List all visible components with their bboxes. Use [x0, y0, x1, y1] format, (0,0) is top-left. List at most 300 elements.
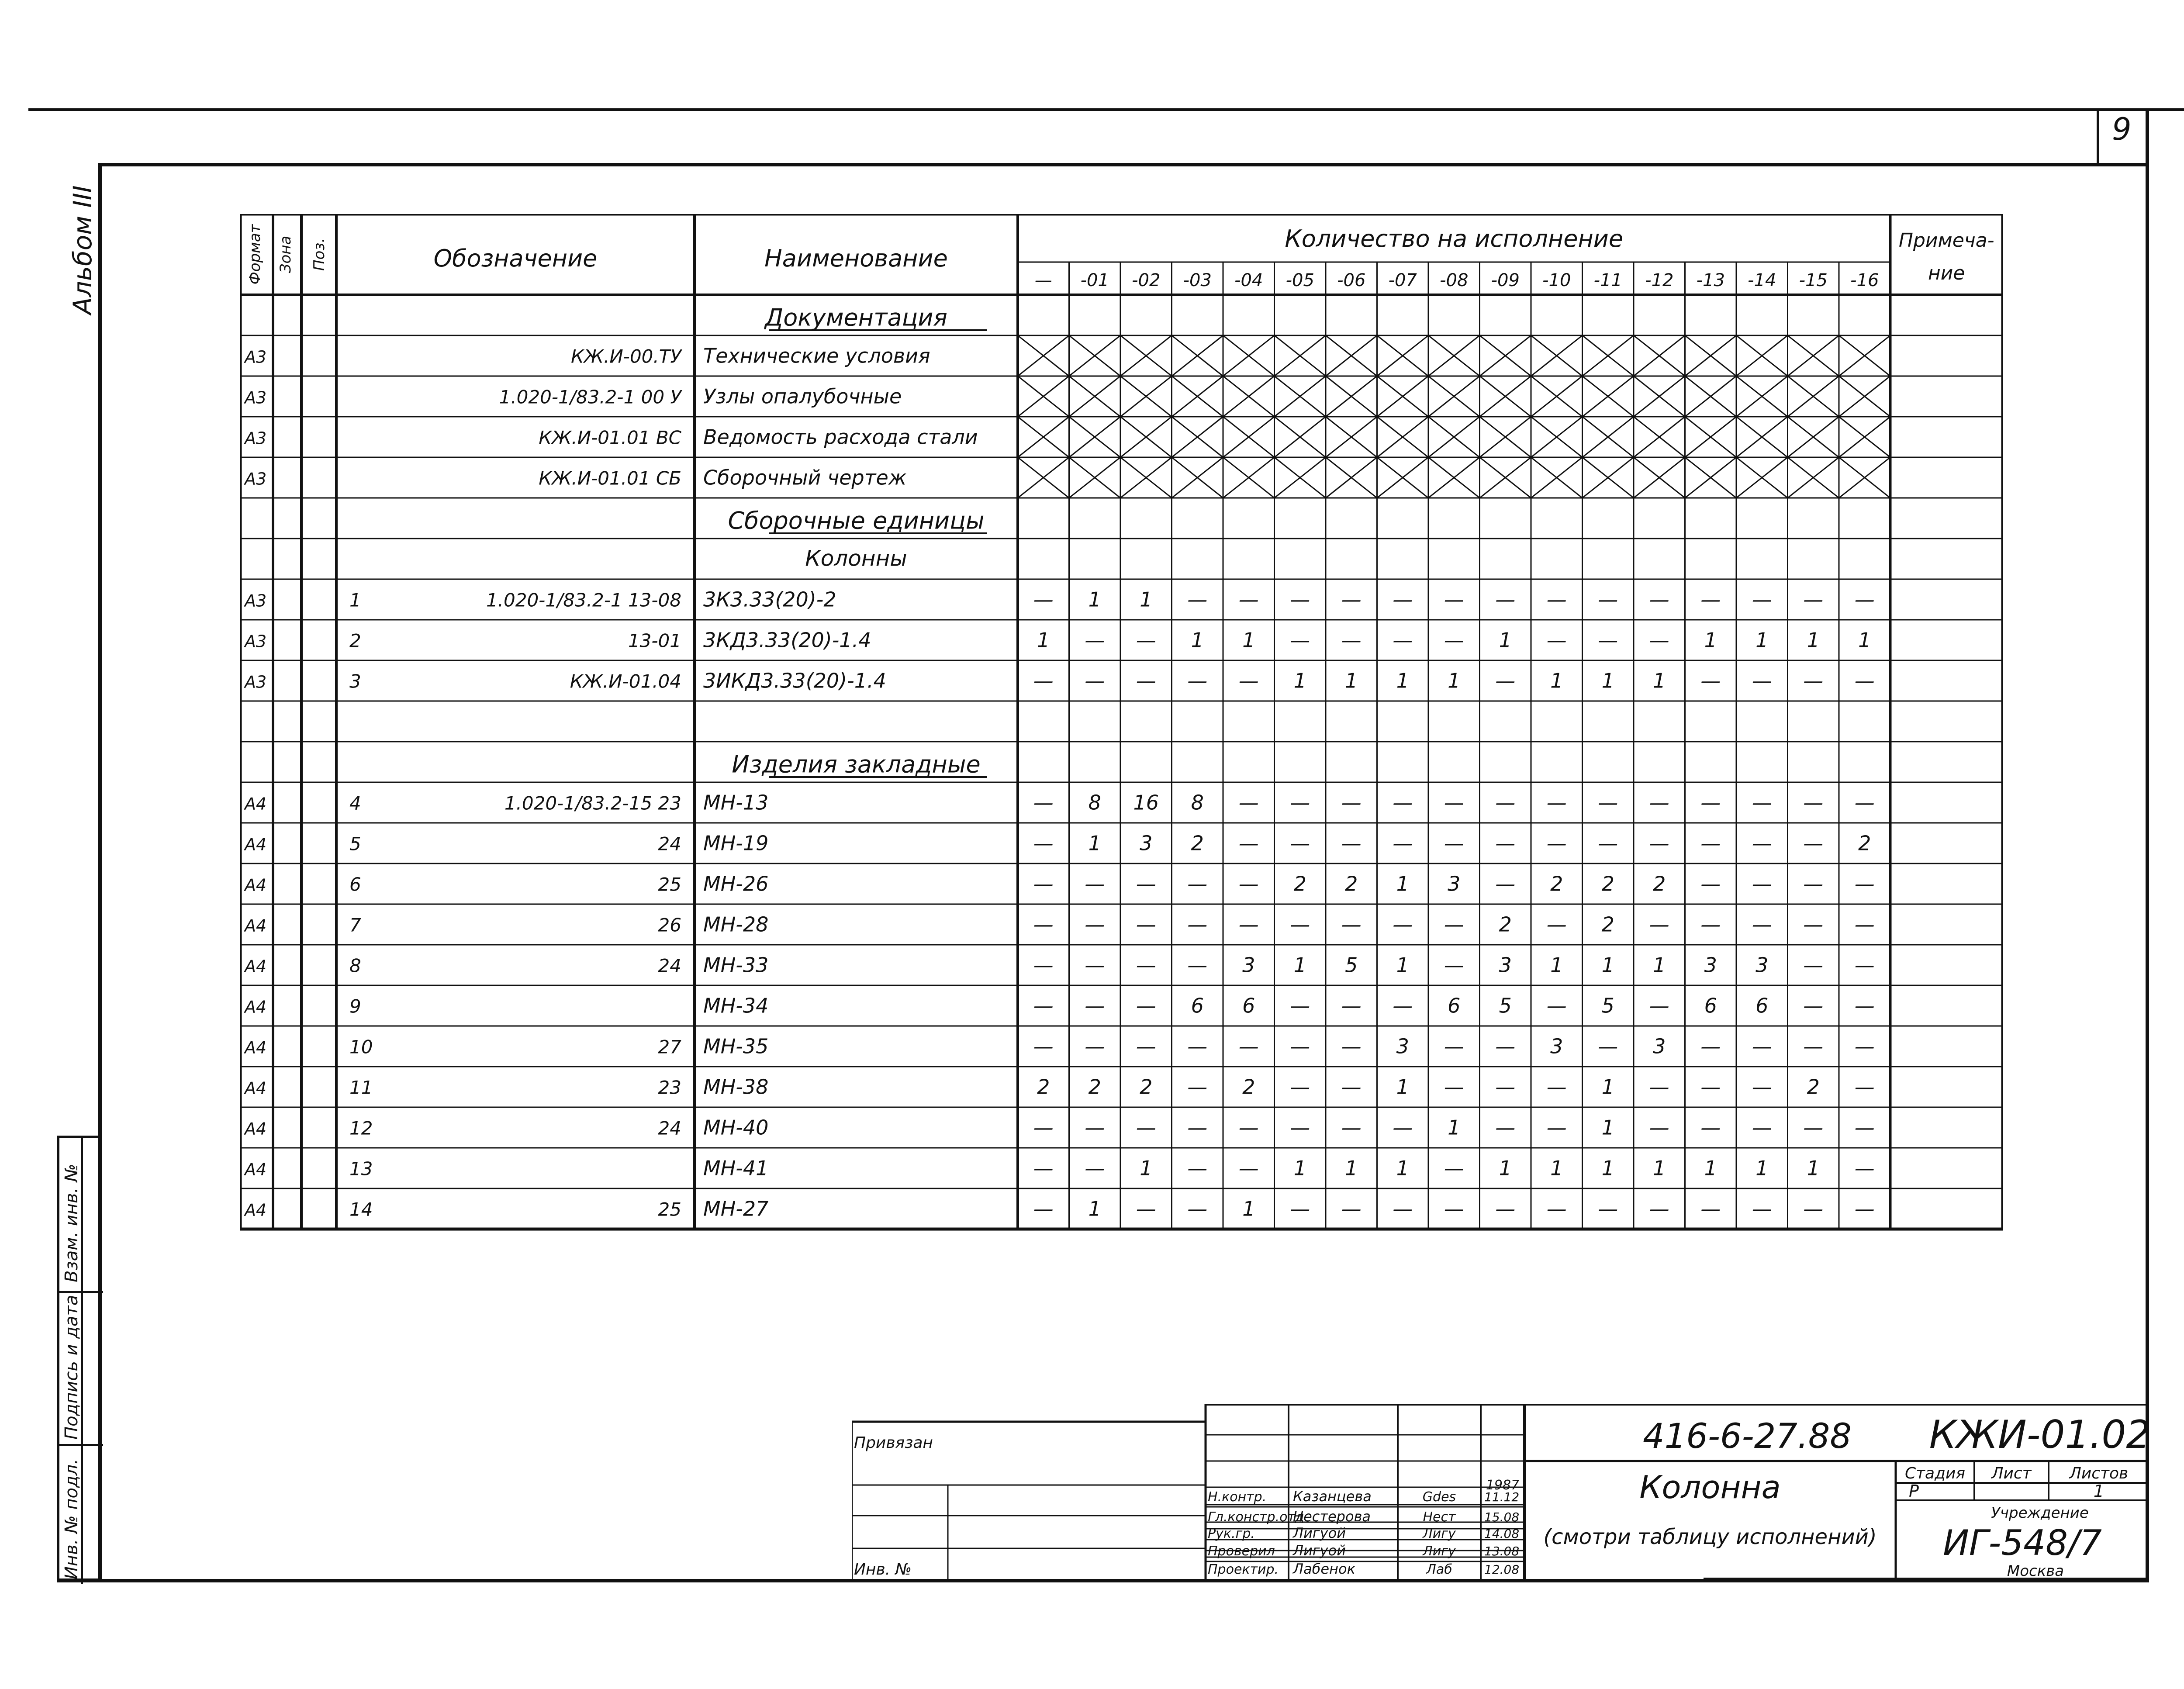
qty-cell: 1: [1396, 1075, 1409, 1099]
qty-cell: 2: [1037, 1075, 1050, 1099]
qty-cell: —: [1085, 1034, 1105, 1058]
qty-cell: —: [1187, 1197, 1208, 1221]
header-variant: -03: [1183, 270, 1212, 290]
tb-date: 11.12: [1484, 1490, 1520, 1504]
qty-cell: 1: [1653, 669, 1666, 693]
qty-cell: —: [1341, 831, 1362, 855]
qty-cell: —: [1803, 669, 1824, 693]
row-format: А4: [245, 1160, 267, 1179]
row-name: МН-33: [703, 953, 769, 977]
qty-cell: 2: [1858, 831, 1871, 855]
row-name: Сборочный чертеж: [703, 466, 907, 490]
qty-cell: 1: [1396, 872, 1409, 896]
qty-cell: —: [1752, 1075, 1772, 1099]
qty-cell: —: [1290, 1075, 1310, 1099]
qty-cell: —: [1187, 912, 1208, 936]
title-block-grid: [852, 1404, 2149, 1581]
qty-cell: —: [1444, 1197, 1464, 1221]
header-variant: -08: [1440, 270, 1469, 290]
qty-cell: 2: [1601, 912, 1614, 936]
tb-date: 13.08: [1484, 1544, 1520, 1558]
row-name: 3КД3.33(20)-1.4: [703, 628, 871, 652]
qty-cell: —: [1854, 912, 1875, 936]
tb-signature: Нест: [1423, 1509, 1456, 1525]
spec-table: [240, 214, 2003, 1271]
qty-cell: 1: [1140, 587, 1153, 611]
qty-cell: 1: [1088, 587, 1101, 611]
qty-cell: 2: [1293, 872, 1306, 896]
tb-institution: ИГ-548/7: [1943, 1523, 2102, 1563]
qty-cell: 1: [1293, 953, 1306, 977]
qty-cell: 1: [1499, 1156, 1512, 1180]
qty-cell: —: [1444, 953, 1464, 977]
qty-cell: —: [1290, 912, 1310, 936]
row-pos: 10: [349, 1036, 373, 1058]
qty-cell: —: [1238, 831, 1259, 855]
row-pos: 3: [349, 670, 361, 692]
row-name: МН-27: [703, 1197, 769, 1221]
tb-signature: Лигу: [1423, 1544, 1456, 1559]
row-designation: 25: [658, 1199, 681, 1220]
qty-cell: 1: [1088, 831, 1101, 855]
tb-date: 14.08: [1484, 1527, 1520, 1541]
qty-cell: —: [1854, 587, 1875, 611]
qty-cell: 6: [1448, 994, 1461, 1018]
qty-cell: —: [1187, 587, 1208, 611]
qty-cell: 3: [1140, 831, 1153, 855]
qty-cell: 1: [1396, 1156, 1409, 1180]
qty-cell: 5: [1601, 994, 1614, 1018]
qty-cell: 5: [1345, 953, 1358, 977]
qty-cell: 1: [1601, 1075, 1614, 1099]
qty-cell: —: [1752, 831, 1772, 855]
row-format: А4: [245, 835, 267, 854]
row-designation: КЖ.И-01.01 ВС: [539, 427, 681, 449]
qty-cell: —: [1803, 953, 1824, 977]
row-name: МН-38: [703, 1075, 769, 1099]
qty-cell: —: [1700, 1034, 1721, 1058]
tb-doc-code: КЖИ-01.02: [1929, 1412, 2149, 1457]
row-format: А3: [245, 388, 267, 408]
qty-cell: 1: [1140, 1156, 1153, 1180]
qty-cell: —: [1546, 1116, 1567, 1140]
qty-cell: —: [1238, 791, 1259, 815]
qty-cell: —: [1085, 912, 1105, 936]
qty-cell: —: [1700, 1197, 1721, 1221]
qty-cell: —: [1290, 1034, 1310, 1058]
row-name: МН-35: [703, 1034, 769, 1058]
qty-cell: 1: [1653, 953, 1666, 977]
tb-role: Н.контр.: [1208, 1489, 1267, 1505]
row-designation: КЖ.И-01.04: [570, 670, 681, 692]
qty-cell: —: [1290, 587, 1310, 611]
qty-cell: 3: [1242, 953, 1255, 977]
qty-cell: —: [1649, 1075, 1669, 1099]
qty-cell: 2: [1140, 1075, 1153, 1099]
row-format: А4: [245, 794, 267, 814]
qty-cell: —: [1136, 1034, 1156, 1058]
sheet-number: 9: [2112, 111, 2132, 147]
row-name: МН-28: [703, 912, 769, 936]
header-variant: —: [1034, 270, 1052, 290]
qty-cell: 1: [1704, 628, 1717, 652]
qty-cell: —: [1803, 872, 1824, 896]
row-pos: 13: [349, 1158, 373, 1180]
qty-cell: —: [1649, 628, 1669, 652]
row-name: МН-19: [703, 831, 769, 855]
qty-cell: —: [1598, 831, 1618, 855]
qty-cell: 3: [1550, 1034, 1563, 1058]
tb-role: Проектир.: [1208, 1562, 1279, 1577]
tb-sheet-label: Лист: [1991, 1464, 2032, 1482]
qty-cell: —: [1854, 1156, 1875, 1180]
row-pos: 14: [349, 1199, 373, 1220]
header-format: Формат: [246, 224, 264, 285]
row-format: А3: [245, 428, 267, 448]
qty-cell: —: [1854, 1075, 1875, 1099]
qty-cell: —: [1495, 791, 1516, 815]
qty-cell: —: [1393, 912, 1413, 936]
spec-table-grid: [240, 214, 2003, 1233]
qty-cell: —: [1033, 1116, 1054, 1140]
qty-cell: —: [1033, 587, 1054, 611]
row-format: А4: [245, 875, 267, 895]
header-variant: -04: [1234, 270, 1263, 290]
qty-cell: —: [1187, 1075, 1208, 1099]
row-format: А4: [245, 997, 267, 1017]
header-qty-title: Количество на исполнение: [1285, 225, 1624, 252]
qty-cell: —: [1290, 1197, 1310, 1221]
qty-cell: —: [1854, 872, 1875, 896]
tb-person: Нестерова: [1293, 1508, 1371, 1525]
qty-cell: —: [1649, 1197, 1669, 1221]
qty-cell: 1: [1550, 953, 1563, 977]
qty-cell: —: [1752, 1197, 1772, 1221]
row-pos: 7: [349, 914, 361, 936]
qty-cell: —: [1341, 912, 1362, 936]
qty-cell: —: [1033, 1034, 1054, 1058]
header-variant: -07: [1388, 270, 1417, 290]
qty-cell: —: [1033, 669, 1054, 693]
frame-right: [2146, 108, 2149, 1582]
sign-date-label: Подпись и дата: [62, 1295, 82, 1440]
qty-cell: —: [1033, 831, 1054, 855]
qty-cell: 1: [1345, 1156, 1358, 1180]
sheet-number-box-left: [2097, 108, 2099, 163]
qty-cell: —: [1803, 1197, 1824, 1221]
row-name: Ведомость расхода стали: [703, 425, 978, 449]
qty-cell: 8: [1191, 791, 1204, 815]
qty-cell: 2: [1088, 1075, 1101, 1099]
row-format: А4: [245, 1038, 267, 1057]
qty-cell: —: [1444, 1075, 1464, 1099]
header-variant: -15: [1799, 270, 1828, 290]
qty-cell: —: [1649, 912, 1669, 936]
qty-cell: —: [1341, 994, 1362, 1018]
qty-cell: —: [1700, 1116, 1721, 1140]
qty-cell: —: [1854, 953, 1875, 977]
header-variant: -10: [1542, 270, 1571, 290]
row-pos: 1: [349, 589, 361, 611]
qty-cell: —: [1752, 587, 1772, 611]
qty-cell: —: [1649, 831, 1669, 855]
qty-cell: —: [1085, 994, 1105, 1018]
qty-cell: —: [1341, 791, 1362, 815]
qty-cell: 5: [1499, 994, 1512, 1018]
qty-cell: —: [1033, 1156, 1054, 1180]
qty-cell: —: [1700, 669, 1721, 693]
qty-cell: —: [1444, 587, 1464, 611]
qty-cell: —: [1546, 587, 1567, 611]
qty-cell: —: [1238, 669, 1259, 693]
qty-cell: —: [1598, 1197, 1618, 1221]
qty-cell: —: [1803, 994, 1824, 1018]
row-format: А4: [245, 957, 267, 976]
qty-cell: —: [1290, 831, 1310, 855]
qty-cell: 1: [1396, 953, 1409, 977]
album-label: Альбом III: [68, 185, 97, 314]
qty-cell: —: [1444, 791, 1464, 815]
row-designation: 25: [658, 874, 681, 895]
qty-cell: 6: [1242, 994, 1255, 1018]
row-format: А3: [245, 672, 267, 692]
header-name: Наименование: [764, 245, 948, 272]
inv-orig-label: Инв. № подл.: [62, 1459, 82, 1579]
qty-cell: —: [1700, 912, 1721, 936]
qty-cell: —: [1854, 1197, 1875, 1221]
qty-cell: 1: [1448, 1116, 1461, 1140]
tb-person: Лабенок: [1293, 1561, 1355, 1577]
tb-person: Лигуой: [1293, 1542, 1346, 1559]
row-format: А3: [245, 632, 267, 651]
qty-cell: —: [1752, 669, 1772, 693]
qty-cell: —: [1752, 912, 1772, 936]
header-designation: Обозначение: [433, 245, 598, 272]
tb-person: Лигуой: [1293, 1525, 1346, 1541]
qty-cell: —: [1803, 912, 1824, 936]
qty-cell: —: [1136, 994, 1156, 1018]
qty-cell: —: [1546, 1075, 1567, 1099]
qty-cell: —: [1290, 1116, 1310, 1140]
tb-stage-label: Стадия: [1904, 1464, 1966, 1482]
qty-cell: 3: [1499, 953, 1512, 977]
qty-cell: —: [1033, 994, 1054, 1018]
qty-cell: —: [1444, 1034, 1464, 1058]
qty-cell: —: [1393, 1116, 1413, 1140]
qty-cell: —: [1495, 831, 1516, 855]
tb-role: Рук.гр.: [1208, 1526, 1255, 1541]
tb-title: Колонна: [1639, 1469, 1781, 1506]
tb-signature: Лаб: [1426, 1562, 1452, 1577]
qty-cell: —: [1598, 791, 1618, 815]
qty-cell: 1: [1807, 1156, 1820, 1180]
row-name: МН-13: [703, 791, 769, 815]
tb-signature: Лигу: [1423, 1526, 1456, 1541]
qty-cell: 2: [1345, 872, 1358, 896]
qty-cell: —: [1033, 791, 1054, 815]
qty-cell: 2: [1653, 872, 1666, 896]
header-zone: Зона: [277, 235, 294, 273]
qty-cell: —: [1752, 1116, 1772, 1140]
qty-cell: 1: [1242, 1197, 1255, 1221]
qty-cell: 3: [1653, 1034, 1666, 1058]
qty-cell: —: [1136, 628, 1156, 652]
qty-cell: —: [1649, 1116, 1669, 1140]
qty-cell: —: [1854, 994, 1875, 1018]
qty-cell: —: [1238, 872, 1259, 896]
tb-code: 416-6-27.88: [1642, 1417, 1852, 1456]
qty-cell: —: [1495, 1075, 1516, 1099]
side-stamp: [57, 1136, 100, 1581]
row-designation: 1.020-1/83.2-1 13-08: [486, 589, 681, 611]
qty-cell: —: [1085, 953, 1105, 977]
header-variant: -01: [1080, 270, 1109, 290]
qty-cell: 1: [1704, 1156, 1717, 1180]
qty-cell: 1: [1755, 1156, 1769, 1180]
qty-cell: —: [1238, 1156, 1259, 1180]
tb-signature: Gdes: [1422, 1489, 1456, 1505]
row-designation: КЖ.И-00.ТУ: [570, 345, 681, 367]
row-pos: 6: [349, 874, 361, 895]
qty-cell: 1: [1601, 1116, 1614, 1140]
row-pos: 8: [349, 955, 361, 977]
top-rule: [28, 108, 2184, 111]
qty-cell: —: [1085, 1116, 1105, 1140]
qty-cell: —: [1085, 872, 1105, 896]
qty-cell: —: [1341, 1116, 1362, 1140]
row-pos: 5: [349, 833, 361, 855]
qty-cell: —: [1700, 1075, 1721, 1099]
tb-year: 1987: [1486, 1478, 1520, 1493]
qty-cell: —: [1649, 791, 1669, 815]
qty-cell: —: [1238, 1116, 1259, 1140]
row-designation: 27: [658, 1036, 681, 1058]
qty-cell: —: [1136, 1116, 1156, 1140]
qty-cell: 1: [1088, 1197, 1101, 1221]
qty-cell: —: [1136, 912, 1156, 936]
row-name: МН-34: [703, 994, 769, 1018]
qty-cell: —: [1393, 994, 1413, 1018]
row-format: А4: [245, 1078, 267, 1098]
qty-cell: 6: [1704, 994, 1717, 1018]
qty-cell: —: [1546, 994, 1567, 1018]
qty-cell: 3: [1396, 1034, 1409, 1058]
qty-cell: —: [1700, 831, 1721, 855]
tb-stage: Р: [1909, 1482, 1919, 1501]
qty-cell: —: [1803, 1034, 1824, 1058]
row-designation: 24: [658, 1117, 681, 1139]
qty-cell: 1: [1448, 669, 1461, 693]
header-variant: -05: [1286, 270, 1314, 290]
tb-city: Москва: [2007, 1562, 2064, 1580]
header-variant: -11: [1593, 270, 1622, 290]
qty-cell: —: [1393, 628, 1413, 652]
frame-top: [98, 163, 2149, 166]
row-format: А4: [245, 916, 267, 936]
row-format: А3: [245, 469, 267, 489]
row-designation: 1.020-1/83.2-1 00 У: [499, 386, 681, 408]
row-designation: 13-01: [628, 630, 681, 652]
qty-cell: —: [1444, 628, 1464, 652]
qty-cell: —: [1495, 1116, 1516, 1140]
tb-institution-label: Учреждение: [1991, 1504, 2089, 1522]
section-title: Изделия закладные: [732, 750, 981, 778]
header-note: Примеча-: [1898, 229, 1994, 252]
qty-cell: —: [1033, 872, 1054, 896]
qty-cell: —: [1444, 912, 1464, 936]
qty-cell: —: [1238, 912, 1259, 936]
qty-cell: —: [1598, 1034, 1618, 1058]
section-title: Документация: [765, 304, 947, 332]
tb-date: 12.08: [1484, 1562, 1520, 1577]
qty-cell: —: [1136, 1197, 1156, 1221]
header-variant: -06: [1337, 270, 1366, 290]
row-format: А4: [245, 1200, 267, 1220]
tb-inv: Инв. №: [854, 1561, 912, 1578]
qty-cell: —: [1700, 791, 1721, 815]
qty-cell: —: [1598, 587, 1618, 611]
tb-date: 15.08: [1484, 1510, 1520, 1524]
qty-cell: —: [1700, 587, 1721, 611]
title-block: [852, 1404, 2149, 1581]
qty-cell: —: [1187, 1156, 1208, 1180]
qty-cell: —: [1085, 628, 1105, 652]
qty-cell: —: [1495, 1034, 1516, 1058]
qty-cell: —: [1752, 872, 1772, 896]
qty-cell: —: [1187, 669, 1208, 693]
qty-cell: —: [1803, 831, 1824, 855]
qty-cell: —: [1444, 831, 1464, 855]
row-format: А4: [245, 1119, 267, 1139]
tb-sheets-label: Листов: [2069, 1464, 2129, 1482]
qty-cell: —: [1803, 1116, 1824, 1140]
header-pos: Поз.: [311, 238, 328, 271]
qty-cell: —: [1136, 872, 1156, 896]
header-variant: -09: [1491, 270, 1520, 290]
row-designation: 1.020-1/83.2-15 23: [504, 792, 681, 814]
qty-cell: —: [1341, 1034, 1362, 1058]
qty-cell: —: [1546, 791, 1567, 815]
qty-cell: —: [1803, 587, 1824, 611]
qty-cell: 1: [1601, 1156, 1614, 1180]
subsection-title: Колонны: [805, 546, 907, 571]
qty-cell: 3: [1448, 872, 1461, 896]
qty-cell: —: [1033, 1197, 1054, 1221]
qty-cell: —: [1546, 628, 1567, 652]
qty-cell: —: [1187, 872, 1208, 896]
qty-cell: —: [1033, 953, 1054, 977]
row-name: 3ИКД3.33(20)-1.4: [703, 669, 886, 693]
qty-cell: —: [1495, 1197, 1516, 1221]
qty-cell: —: [1495, 669, 1516, 693]
qty-cell: 1: [1550, 1156, 1563, 1180]
tb-subtitle: (смотри таблицу исполнений): [1543, 1525, 1877, 1549]
tb-role: Проверил: [1208, 1544, 1275, 1559]
header-variant: -13: [1696, 270, 1725, 290]
header-variant: -14: [1748, 270, 1776, 290]
row-pos: 9: [349, 995, 361, 1017]
qty-cell: —: [1854, 1116, 1875, 1140]
qty-cell: —: [1290, 628, 1310, 652]
qty-cell: 2: [1242, 1075, 1255, 1099]
row-name: Технические условия: [703, 344, 930, 368]
row-name: МН-26: [703, 872, 769, 896]
row-designation: 24: [658, 833, 681, 855]
qty-cell: —: [1752, 791, 1772, 815]
header-variant: -16: [1850, 270, 1879, 290]
qty-cell: 6: [1755, 994, 1769, 1018]
qty-cell: 2: [1191, 831, 1204, 855]
